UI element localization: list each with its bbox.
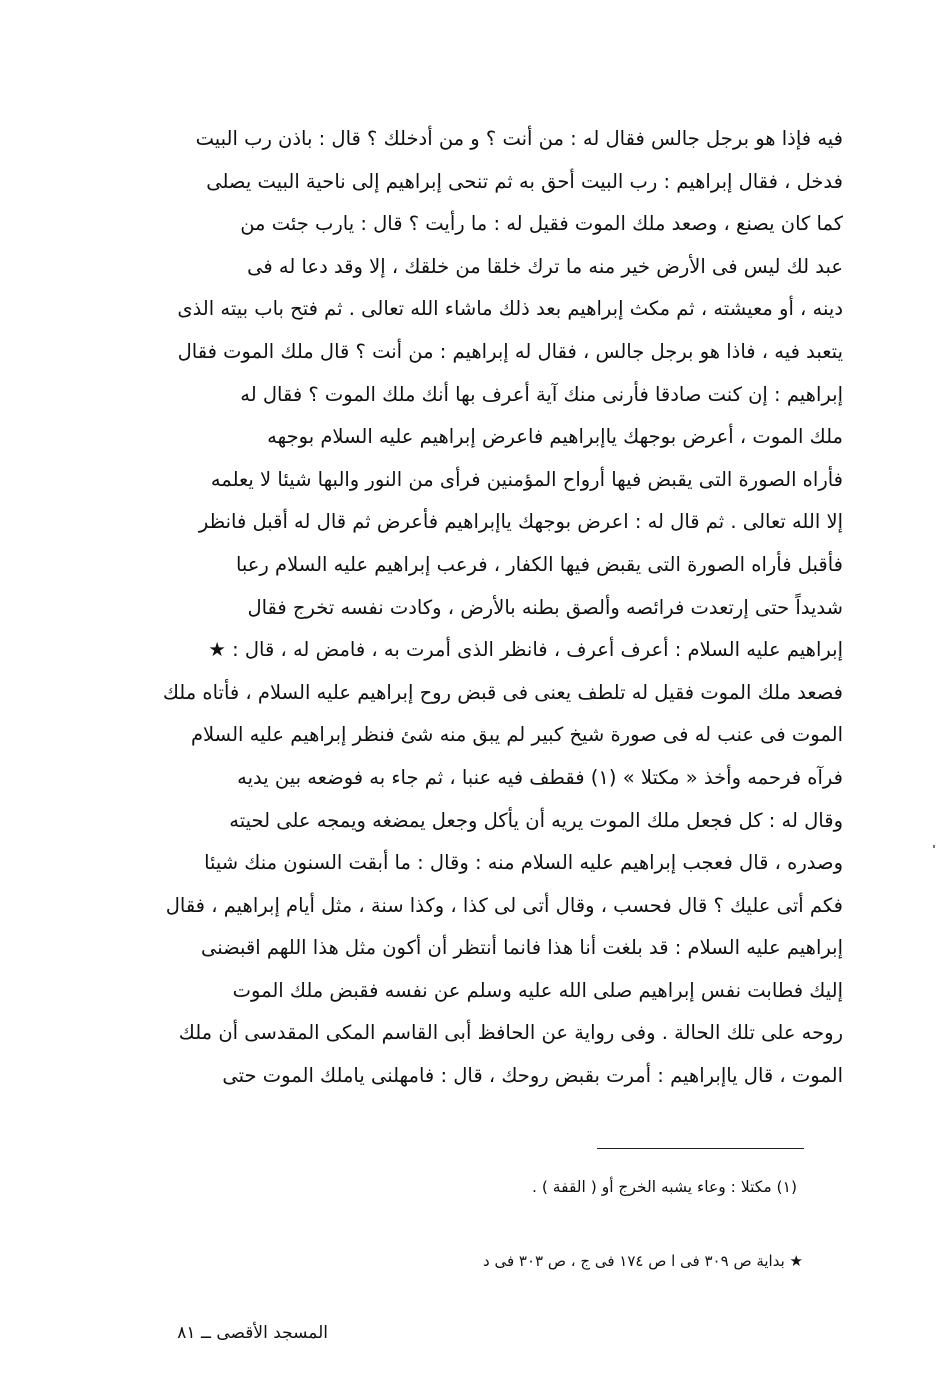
text-line-4: عبد لك ليس فى الأرض خير منه ما ترك خلقا من خلقك ، إلا وقد دعا له فى <box>247 254 843 278</box>
text-line-16: فرآه فرحمه وأخذ « مكتلا » (١) فقطف فيه عنبا ، ثم جاء به فوضعه بين يديه <box>237 765 843 789</box>
text-line-18: وصدره ، قال فعجب إبراهيم عليه السلام منه : وقال : ما أبقت السنون منك شيئا <box>204 851 843 875</box>
footnote-divider <box>597 1148 804 1149</box>
text-line-2: فدخل ، فقال إبراهيم : رب البيت أحق به ثم تنحى إبراهيم إلى ناحية البيت يصلى <box>206 169 843 193</box>
page-footer: المسجد الأقصى ــ ٨١ <box>177 1323 328 1343</box>
text-line-14: فصعد ملك الموت فقيل له تلطف يعنى فى قبض روح إبراهيم عليه السلام ، فأتاه ملك <box>162 680 843 704</box>
text-line-11: فأقبل فأراه الصورة التى يقبض فيها الكفار ، فرعب إبراهيم عليه السلام رعبا <box>235 552 843 576</box>
text-line-20: إبراهيم عليه السلام : قد بلغت أنا هذا فانما أنتظر أن أكون مثل هذا اللهم اقبضنى <box>200 936 843 960</box>
text-line-17: وقال له : كل فجعل ملك الموت يريه أن يأكل وجعل يمضغه ويمجه على لحيته <box>229 808 843 832</box>
text-line-6: يتعبد فيه ، فاذا هو برجل جالس ، فقال له إبراهيم : من أنت ؟ قال ملك الموت فقال <box>177 339 843 363</box>
text-line-15: الموت فى عنب له فى صورة شيخ كبير لم يبق منه شئ فنظر إبراهيم عليه السلام <box>190 723 843 747</box>
text-line-9: فأراه الصورة التى يقبض فيها أرواح المؤمنين فرأى من النور والبها شيئا لا يعلمه <box>210 467 843 491</box>
text-line-19: فكم أتى عليك ؟ قال فحسب ، وقال أتى لى كذا ، وكذا سنة ، مثل أيام إبراهيم ، فقال <box>165 893 843 917</box>
source-note: ★ بداية ص ٣٠٩ فى ا ص ١٧٤ فى ج ، ص ٣٠٣ فى د <box>483 1252 803 1270</box>
footnote: (١) مكتلا : وعاء يشبه الخرج أو ( القفة ) . <box>531 1178 797 1196</box>
text-line-22: روحه على تلك الحالة . وفى رواية عن الحافظ أبى القاسم المكى المقدسى أن ملك <box>178 1021 843 1045</box>
text-line-10: إلا الله تعالى . ثم قال له : اعرض بوجهك ياإبراهيم فأعرض ثم قال له أقبل فانظر <box>198 510 843 534</box>
text-line-5: دينه ، أو معيشته ، ثم مكث إبراهيم بعد ذلك ماشاء الله تعالى . ثم فتح باب بيته الذى <box>177 297 843 321</box>
text-line-13: إبراهيم عليه السلام : أعرف أعرف ، فانظر الذى أمرت به ، فامض له ، قال : ★ <box>208 638 843 662</box>
text-line-21: إليك فطابت نفس إبراهيم صلى الله عليه وسلم عن نفسه فقبض ملك الموت <box>232 978 843 1002</box>
text-line-8: ملك الموت ، أعرض بوجهك ياإبراهيم فاعرض إبراهيم عليه السلام بوجهه <box>267 425 843 449</box>
scan-speck <box>933 845 935 848</box>
text-line-12: شديداً حتى إرتعدت فرائصه وألصق بطنه بالأرض ، وكادت نفسه تخرج فقال <box>247 595 843 619</box>
main-text-block <box>143 118 843 1098</box>
text-line-3: كما كان يصنع ، وصعد ملك الموت فقيل له : ما رأيت ؟ قال : يارب جئت من <box>240 212 843 236</box>
text-line-23: الموت ، قال ياإبراهيم : أمرت بقبض روحك ، قال : فامهلنى ياملك الموت حتى <box>222 1064 843 1088</box>
text-line-1: فيه فإذا هو برجل جالس فقال له : من أنت ؟ و من أدخلك ؟ قال : باذن رب البيت <box>195 127 843 150</box>
text-line-7: إبراهيم : إن كنت صادقا فأرنى منك آية أعرف بها أنك ملك الموت ؟ فقال له <box>240 382 843 406</box>
